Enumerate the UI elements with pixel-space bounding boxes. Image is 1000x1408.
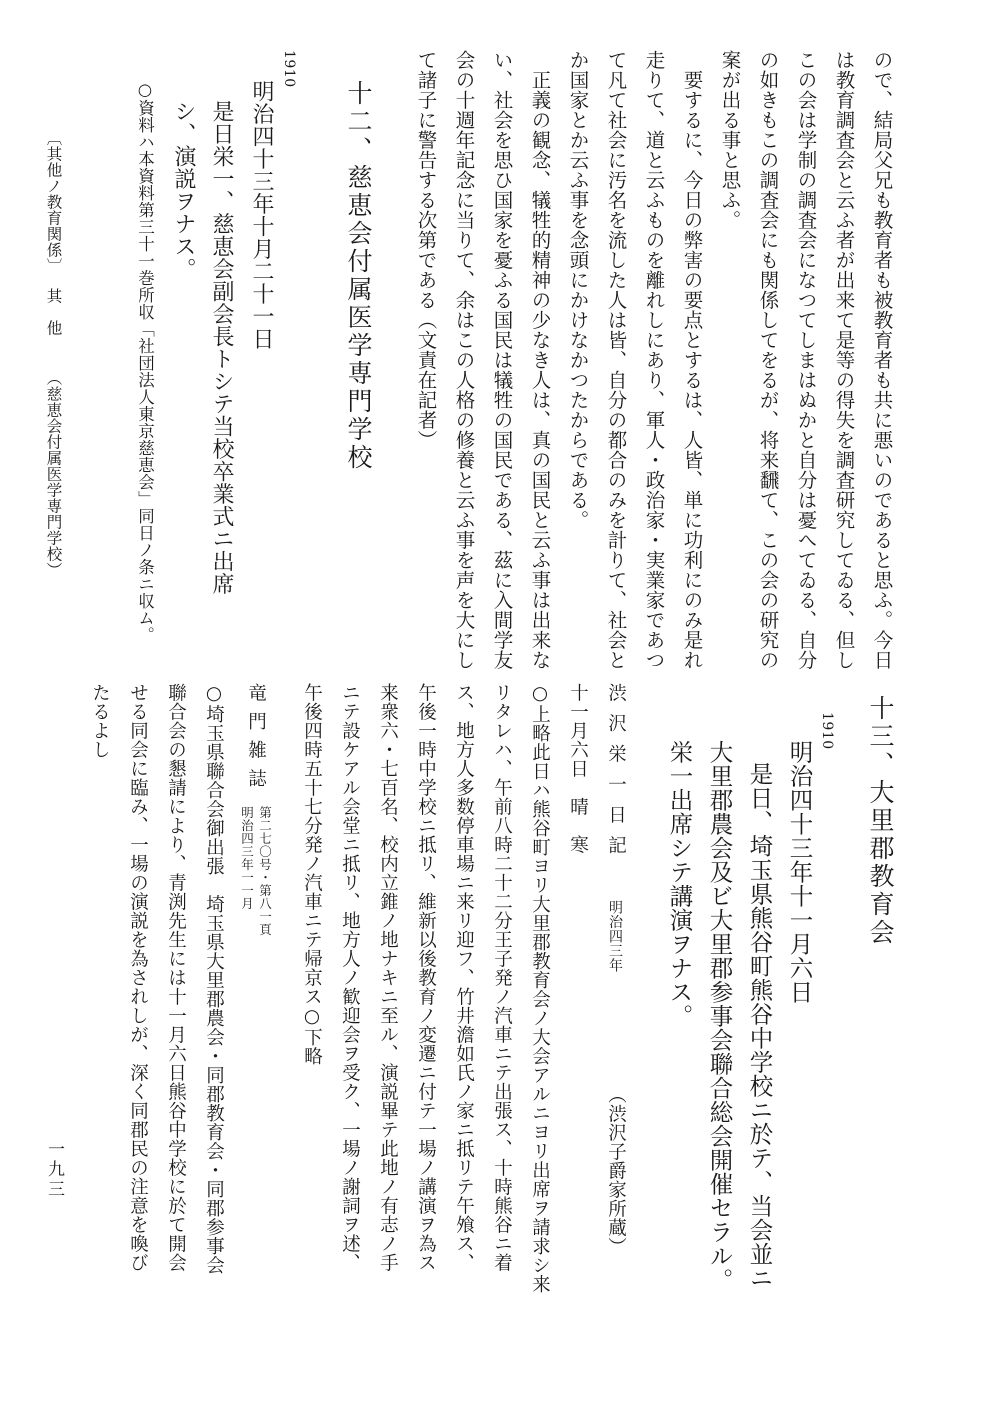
sidebar-category: 〔其他ノ教育関係〕 (44, 130, 63, 274)
diary-line-5: 来衆六・七百名、校内立錐ノ地ナキニ至ル、演説畢テ此地ノ有志ノ手 (377, 683, 399, 1272)
diary-title: 渋沢栄一日記 (605, 683, 627, 866)
magazine-line-1: ○埼玉県聯合会御出張 埼玉県大里郡農会・同郡教育会・同郡参事会 (203, 683, 225, 1275)
section12-source-note: ○資料ハ本資料第三十一巻所収「社団法人東京慈恵会」同日ノ条ニ収ム。 (135, 80, 155, 644)
sidebar-subject: （慈恵会付属医学専門学校） (44, 370, 63, 578)
section12-text-line-2: シ、演説ヲナス。 (171, 100, 196, 280)
continuation-line-6: 要するに、今日の弊害の要点とするは、人皆、単に功利にのみ是れ (680, 50, 704, 670)
section12-date: 明治四十三年十月二十一日 (249, 80, 274, 350)
magazine-line-4: たるよし (89, 683, 111, 759)
continuation-line-10: 正義の観念、犠牲的精神の少なき人は、真の国民と云ふ事は出来な (528, 50, 552, 670)
section13-text-line-2: 大里郡農会及ビ大里郡参事会聯合総会開催セラル。 (705, 740, 734, 1292)
diary-year: 明治四三年 (607, 900, 623, 973)
diary-line-1: ○上略此日ハ熊谷町ヨリ大里郡教育会ノ大会アルニヨリ出席ヲ請求シ来 (529, 683, 551, 1294)
diary-line-7: 午後四時五十七分発ノ汽車ニテ帰京ス○下略 (301, 683, 323, 1066)
continuation-line-8: て凡て社会に汚名を流した人は皆、自分の都合のみを計りて、社会と (604, 50, 628, 670)
magazine-title: 竜門雑誌 (245, 683, 267, 797)
section12-text-line-1: 是日栄一、慈恵会副会長トシテ当校卒業式ニ出席 (209, 100, 234, 595)
sidebar-middle: 其 他 (44, 288, 63, 336)
continuation-line-7: 走りて、道と云ふものを離れしにあり、軍人・政治家・実業家であつ (642, 50, 666, 670)
continuation-line-5: 案が出る事と思ふ。 (718, 50, 742, 230)
section13-date: 明治四十三年十一月六日 (785, 740, 814, 1004)
page-number: 一九三 (44, 1140, 64, 1200)
diary-line-2: リタレハ、午前八時二十二分王子発ノ汽車ニテ出張ス、十時熊谷ニ着 (491, 683, 513, 1272)
continuation-line-2: は教育調査会と云ふ者が出来て是等の得失を調査研究してゐる、但し (832, 50, 856, 670)
diary-line-6: ニテ設ケアル会堂ニ抵リ、地方人ノ歓迎会ヲ受ク、一場ノ謝詞ヲ述、 (339, 683, 361, 1272)
continuation-line-1: ので、結局父兄も教育者も被教育者も共に悪いのであると思ふ。今日 (870, 50, 894, 670)
continuation-line-13: て諸子に警告する次第である（文責在記者） (414, 50, 438, 450)
continuation-line-4: の如きもこの調査会にも関係してをるが、将来飜て、この会の研究の (756, 50, 780, 670)
magazine-line-2: 聯合会の懇請により、青渕先生には十一月六日熊谷中学校に於て開会 (165, 683, 187, 1272)
section12-year: 1910 (281, 50, 297, 88)
diary-date-line: 十一月六日 晴 寒 (567, 683, 589, 854)
magazine-date: 明治四三年一一月 (239, 806, 255, 910)
diary-line-3: ス、地方人多数停車場ニ来リ迎フ、竹井澹如氏ノ家ニ抵リテ午飧ス、 (453, 683, 475, 1272)
continuation-line-9: か国家とか云ふ事を念頭にかけなかつたからである。 (566, 50, 590, 530)
continuation-line-3: この会は学制の調査会になつてしまはぬかと自分は憂へてゐる、自分 (794, 50, 818, 670)
section13-heading: 十三、大里郡教育会 (866, 695, 895, 947)
continuation-line-11: い、社会を思ひ国家を憂ふる国民は犠牲の国民である、茲に入間学友 (490, 50, 514, 670)
section12-heading: 十二、慈恵会付属医学専門学校 (344, 80, 373, 472)
section13-text-line-1: 是日、埼玉県熊谷町熊谷中学校ニ於テ、当会並ニ (745, 762, 774, 1290)
section13-year: 1910 (819, 712, 835, 750)
diary-line-4: 午後一時中学校ニ抵リ、維新以後教育ノ変遷ニ付テ一場ノ講演ヲ為ス (415, 683, 437, 1272)
magazine-issue: 第二七〇号・第八一頁 (257, 806, 273, 936)
diary-source: （渋沢子爵家所蔵） (605, 1085, 627, 1256)
magazine-line-3: せる同会に臨み、一場の演説を為されしが、深く同郡民の注意を喚び (127, 683, 149, 1272)
section13-text-line-3: 栄一出席シテ講演ヲナス。 (665, 740, 694, 1028)
continuation-line-12: 会の十週年記念に当りて、余はこの人格の修養と云ふ事を声を大にし (452, 50, 476, 670)
